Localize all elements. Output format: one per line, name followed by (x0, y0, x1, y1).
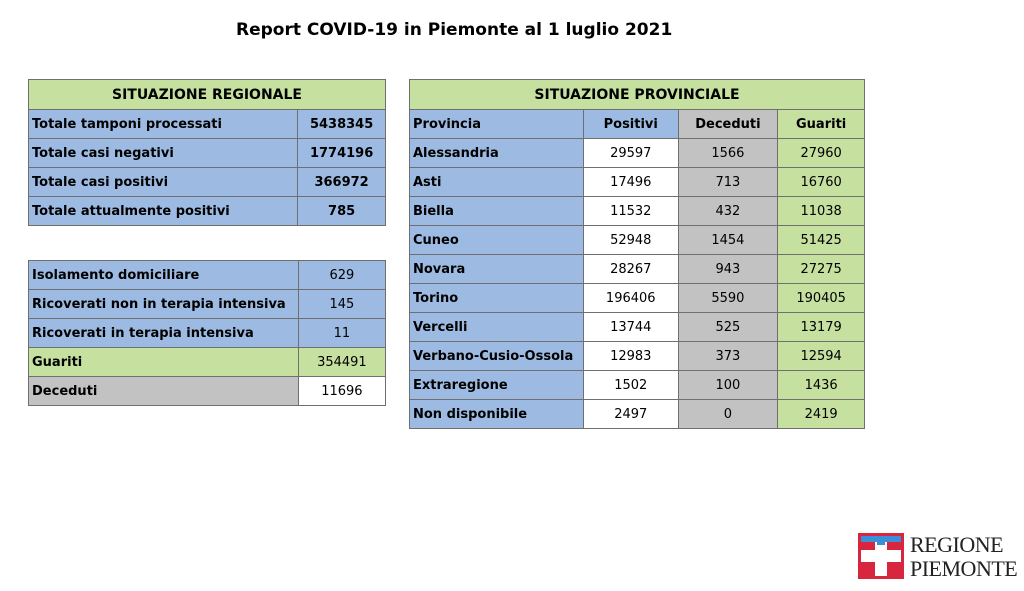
guariti-value: 27275 (778, 255, 865, 284)
regional-header: SITUAZIONE REGIONALE (29, 80, 386, 110)
column-header-row (410, 110, 865, 139)
positivi-value: 29597 (583, 139, 678, 168)
guariti-value: 2419 (778, 400, 865, 429)
deceduti-value: 100 (678, 371, 778, 400)
deceduti-value: 1566 (678, 139, 778, 168)
guariti-value: 190405 (778, 284, 865, 313)
guariti-value: 16760 (778, 168, 865, 197)
guariti-value: 1436 (778, 371, 865, 400)
row-value: 366972 (298, 168, 386, 197)
column-header: Provincia (410, 110, 584, 139)
regione-piemonte-logo (858, 533, 1018, 583)
guariti-value: 27960 (778, 139, 865, 168)
regione-piemonte-logo-icon (858, 533, 904, 579)
table-row (410, 226, 865, 255)
row-label: Isolamento domiciliare (29, 261, 299, 290)
table-row (410, 255, 865, 284)
province-name: Alessandria (410, 139, 584, 168)
table-row (29, 348, 386, 377)
table-row (29, 377, 386, 406)
deceduti-value: 373 (678, 342, 778, 371)
table-row (410, 313, 865, 342)
guariti-value: 51425 (778, 226, 865, 255)
province-name: Asti (410, 168, 584, 197)
deceduti-value: 5590 (678, 284, 778, 313)
province-name: Cuneo (410, 226, 584, 255)
positivi-value: 1502 (583, 371, 678, 400)
deceduti-value: 432 (678, 197, 778, 226)
column-header: Positivi (583, 110, 678, 139)
row-value: 5438345 (298, 110, 386, 139)
table-row (29, 168, 386, 197)
province-name: Biella (410, 197, 584, 226)
row-label: Totale casi negativi (29, 139, 298, 168)
row-value: 145 (298, 290, 385, 319)
row-value: 1774196 (298, 139, 386, 168)
province-name: Verbano-Cusio-Ossola (410, 342, 584, 371)
provincial-situation-table (409, 79, 865, 429)
deceduti-value: 713 (678, 168, 778, 197)
province-name: Non disponibile (410, 400, 584, 429)
province-name: Vercelli (410, 313, 584, 342)
table-row (29, 319, 386, 348)
table-row (29, 261, 386, 290)
row-label: Ricoverati non in terapia intensiva (29, 290, 299, 319)
table-row (410, 400, 865, 429)
row-value: 11696 (298, 377, 385, 406)
table-row (410, 342, 865, 371)
positivi-value: 52948 (583, 226, 678, 255)
row-value: 629 (298, 261, 385, 290)
row-label: Totale tamponi processati (29, 110, 298, 139)
page-title: Report COVID-19 in Piemonte al 1 luglio 2021 (236, 20, 673, 40)
regional-situation-table (28, 79, 386, 226)
positivi-value: 13744 (583, 313, 678, 342)
row-value: 354491 (298, 348, 385, 377)
table-row (410, 197, 865, 226)
row-label: Ricoverati in terapia intensiva (29, 319, 299, 348)
row-label: Guariti (29, 348, 299, 377)
regional-detail-table (28, 260, 386, 406)
deceduti-value: 525 (678, 313, 778, 342)
provincial-header: SITUAZIONE PROVINCIALE (410, 80, 865, 110)
guariti-value: 12594 (778, 342, 865, 371)
positivi-value: 196406 (583, 284, 678, 313)
positivi-value: 12983 (583, 342, 678, 371)
table-row (29, 197, 386, 226)
row-value: 785 (298, 197, 386, 226)
logo-line-1: REGIONE (910, 532, 1004, 557)
table-row (410, 168, 865, 197)
logo-line-2: PIEMONTE (910, 556, 1018, 581)
positivi-value: 2497 (583, 400, 678, 429)
province-name: Novara (410, 255, 584, 284)
deceduti-value: 1454 (678, 226, 778, 255)
row-label: Totale attualmente positivi (29, 197, 298, 226)
column-header: Guariti (778, 110, 865, 139)
table-row (29, 139, 386, 168)
table-row (410, 371, 865, 400)
table-row (29, 290, 386, 319)
column-header: Deceduti (678, 110, 778, 139)
positivi-value: 17496 (583, 168, 678, 197)
row-value: 11 (298, 319, 385, 348)
positivi-value: 11532 (583, 197, 678, 226)
deceduti-value: 943 (678, 255, 778, 284)
guariti-value: 13179 (778, 313, 865, 342)
table-row (29, 110, 386, 139)
table-row (410, 139, 865, 168)
guariti-value: 11038 (778, 197, 865, 226)
province-name: Extraregione (410, 371, 584, 400)
row-label: Deceduti (29, 377, 299, 406)
table-row (410, 284, 865, 313)
deceduti-value: 0 (678, 400, 778, 429)
row-label: Totale casi positivi (29, 168, 298, 197)
positivi-value: 28267 (583, 255, 678, 284)
province-name: Torino (410, 284, 584, 313)
